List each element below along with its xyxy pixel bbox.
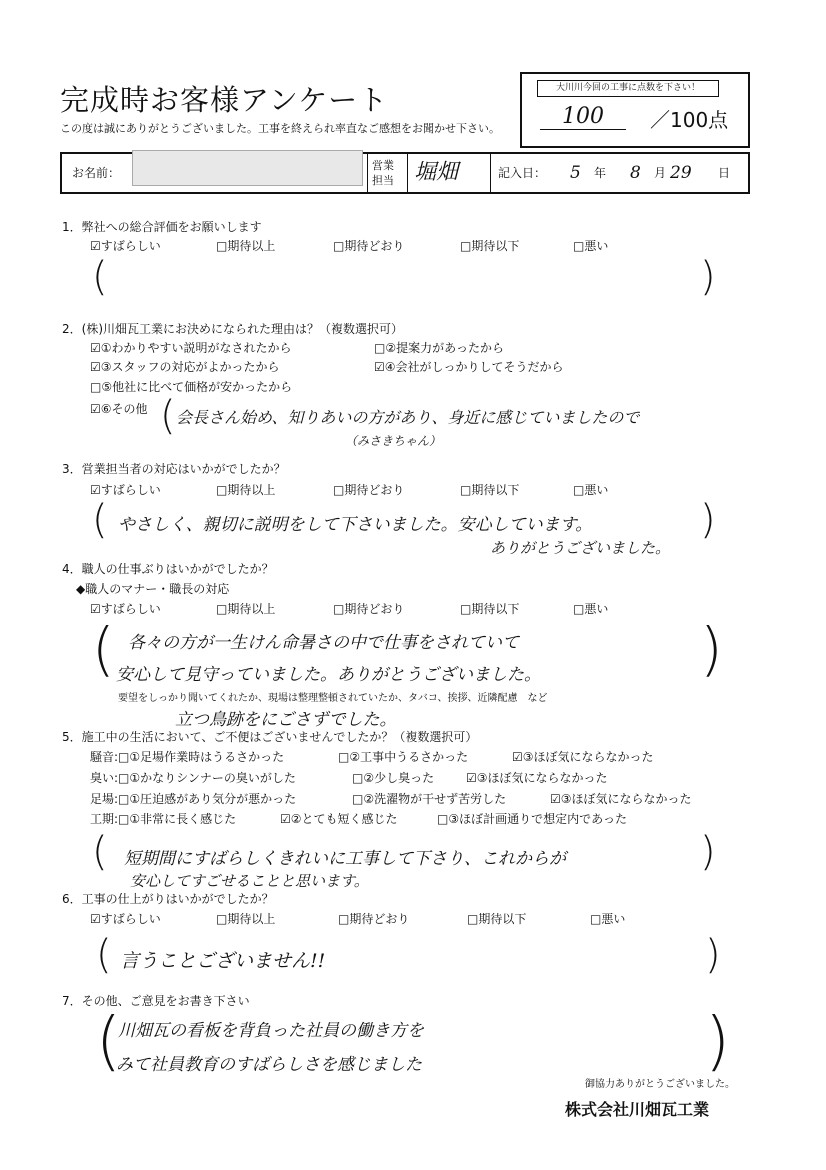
q1-title: 1．弊社への総合評価をお願いします — [62, 220, 262, 234]
q4-opt-3[interactable]: □期待どおり — [333, 602, 405, 616]
footer-thanks: 御協力ありがとうございました。 — [585, 1079, 735, 1090]
q5-scaffold-2[interactable]: □②洗濯物が干せず苦労した — [352, 792, 507, 806]
q2-title: 2．(株)川畑瓦工業にお決めになられた理由は？（複数選択可） — [62, 322, 404, 336]
q3-opt-2[interactable]: □期待以上 — [216, 483, 276, 497]
sales-name: 堀畑 — [414, 160, 459, 185]
q5-smell-1[interactable]: 臭い:□①かなりシンナーの臭いがした — [90, 771, 296, 785]
score-caption: 大川川今回の工事に点数を下さい！ — [537, 80, 719, 97]
year-unit: 年 — [594, 166, 607, 180]
q7-handwritten-2: みて社員教育のすばらしさを感じました — [116, 1055, 422, 1075]
q6-opt-2[interactable]: □期待以上 — [216, 912, 276, 926]
q3-opt-5[interactable]: □悪い — [573, 483, 609, 497]
q5-noise-3[interactable]: ☑③ほぼ気にならなかった — [512, 750, 654, 764]
q3-handwritten-2: ありがとうございました。 — [490, 539, 671, 557]
q6-opt-3[interactable]: □期待どおり — [338, 912, 410, 926]
q4-opt-4[interactable]: □期待以下 — [460, 602, 520, 616]
name-label: お名前： — [72, 166, 121, 180]
q4-subtitle: ◆職人のマナー・職長の対応 — [76, 582, 230, 596]
q3-opt-4[interactable]: □期待以下 — [460, 483, 520, 497]
q5-scaffold-3[interactable]: ☑③ほぼ気にならなかった — [550, 792, 692, 806]
q5-noise-2[interactable]: □②工事中うるさかった — [338, 750, 469, 764]
date-month: 8 — [630, 163, 641, 183]
q1-opt-3[interactable]: □期待どおり — [333, 239, 405, 253]
q3-opt-3[interactable]: □期待どおり — [333, 483, 405, 497]
day-unit: 日 — [718, 166, 731, 180]
q3-bracket-left: ( — [92, 497, 108, 543]
q4-bracket-right: ) — [700, 615, 723, 683]
q5-smell-2[interactable]: □②少し臭った — [352, 771, 435, 785]
q6-bracket-right: ) — [705, 932, 721, 978]
q2-opt-5[interactable]: □⑤他社に比べて価格が安かったから — [90, 380, 293, 394]
score-value: 100 — [540, 104, 626, 130]
q4-bracket-left: ( — [92, 615, 115, 683]
q2-handwritten: 会長さん始め、知りあいの方があり、身近に感じていましたので — [176, 408, 640, 427]
q7-title: 7．その他、ご意見をお書き下さい — [62, 994, 250, 1008]
q7-bracket-right: ) — [705, 1005, 730, 1079]
q2-opt-3[interactable]: ☑③スタッフの対応がよかったから — [90, 360, 280, 374]
q1-bracket-right: ) — [700, 254, 716, 300]
q5-period-1[interactable]: 工期:□①非常に長く感じた — [90, 812, 237, 826]
q3-handwritten-1: やさしく、親切に説明をして下さいました。安心しています。 — [118, 515, 593, 535]
name-bar — [60, 152, 750, 194]
date-year: 5 — [570, 163, 581, 183]
q1-opt-1[interactable]: ☑すばらしい — [90, 239, 161, 253]
q5-title: 5．施工中の生活において、ご不便はございませんでしたか？（複数選択可） — [62, 730, 478, 744]
q3-opt-1[interactable]: ☑すばらしい — [90, 483, 161, 497]
q7-handwritten-1: 川畑瓦の看板を背負った社員の働き方を — [118, 1021, 424, 1041]
q5-scaffold-1[interactable]: 足場:□①圧迫感があり気分が悪かった — [90, 792, 297, 806]
name-redacted — [132, 150, 363, 186]
q1-opt-5[interactable]: □悪い — [573, 239, 609, 253]
date-label: 記入日： — [498, 166, 547, 180]
q4-hint: 要望をしっかり聞いてくれたか、現場は整理整頓されていたか、タバコ、挨拶、近隣配慮 など — [118, 693, 548, 704]
q2-opt-2[interactable]: □②提案力があったから — [374, 341, 504, 355]
q2-bracket-left: ( — [160, 393, 176, 439]
q1-opt-2[interactable]: □期待以上 — [216, 239, 276, 253]
q6-handwritten: 言うことございません!! — [120, 950, 326, 972]
company-name: 株式会社川畑瓦工業 — [565, 1100, 710, 1119]
q5-handwritten-1: 短期間にすばらしくきれいに工事して下さり、これからが — [124, 849, 566, 869]
q5-bracket-left: ( — [92, 829, 108, 875]
survey-title: 完成時お客様アンケート — [60, 83, 389, 117]
q6-bracket-left: ( — [96, 932, 112, 978]
q5-handwritten-2: 安心してすごせることと思います。 — [130, 872, 369, 890]
q5-bracket-right: ) — [700, 829, 716, 875]
thanks-note: この度は誠にありがとうございました。工事を終えられ率直なご感想をお聞かせ下さい。 — [60, 122, 500, 135]
q4-title: 4．職人の仕事ぶりはいかがでしたか？ — [62, 562, 274, 576]
q6-opt-5[interactable]: □悪い — [590, 912, 626, 926]
q3-bracket-right: ) — [700, 497, 716, 543]
sales-label: 営業 担当 — [372, 159, 394, 187]
q1-opt-4[interactable]: □期待以下 — [460, 239, 520, 253]
date-day: 29 — [670, 163, 692, 183]
month-unit: 月 — [654, 166, 667, 180]
q4-opt-2[interactable]: □期待以上 — [216, 602, 276, 616]
q4-opt-1[interactable]: ☑すばらしい — [90, 602, 161, 616]
q4-handwritten-3: 立つ鳥跡をにごさずでした。 — [175, 710, 397, 730]
q4-opt-5[interactable]: □悪い — [573, 602, 609, 616]
q3-title: 3．営業担当者の対応はいかがでしたか？ — [62, 462, 286, 476]
q2-opt-1[interactable]: ☑①わかりやすい説明がなされたから — [90, 341, 292, 355]
q5-period-3[interactable]: □③ほぼ計画通りで想定内であった — [437, 812, 627, 826]
q5-smell-3[interactable]: ☑③ほぼ気にならなかった — [466, 771, 608, 785]
score-max: ／100点 — [650, 108, 729, 132]
q2-opt-4[interactable]: ☑④会社がしっかりしてそうだから — [374, 360, 564, 374]
q5-period-2[interactable]: ☑②とても短く感じた — [280, 812, 398, 826]
q1-bracket-left: ( — [92, 254, 108, 300]
q6-opt-1[interactable]: ☑すばらしい — [90, 912, 161, 926]
q2-opt-6[interactable]: ☑⑥その他 — [90, 402, 148, 416]
q6-title: 6．工事の仕上がりはいかがでしたか？ — [62, 892, 274, 906]
q6-opt-4[interactable]: □期待以下 — [467, 912, 527, 926]
q2-handwritten-note: （みさきちゃん） — [345, 434, 442, 448]
q4-handwritten-2: 安心して見守っていました。ありがとうございました。 — [116, 665, 541, 685]
q5-noise-1[interactable]: 騒音:□①足場作業時はうるさかった — [90, 750, 285, 764]
q4-handwritten-1: 各々の方が一生けん命暑さの中で仕事をされていて — [128, 633, 519, 653]
q7-bracket-left: ( — [96, 1005, 121, 1079]
